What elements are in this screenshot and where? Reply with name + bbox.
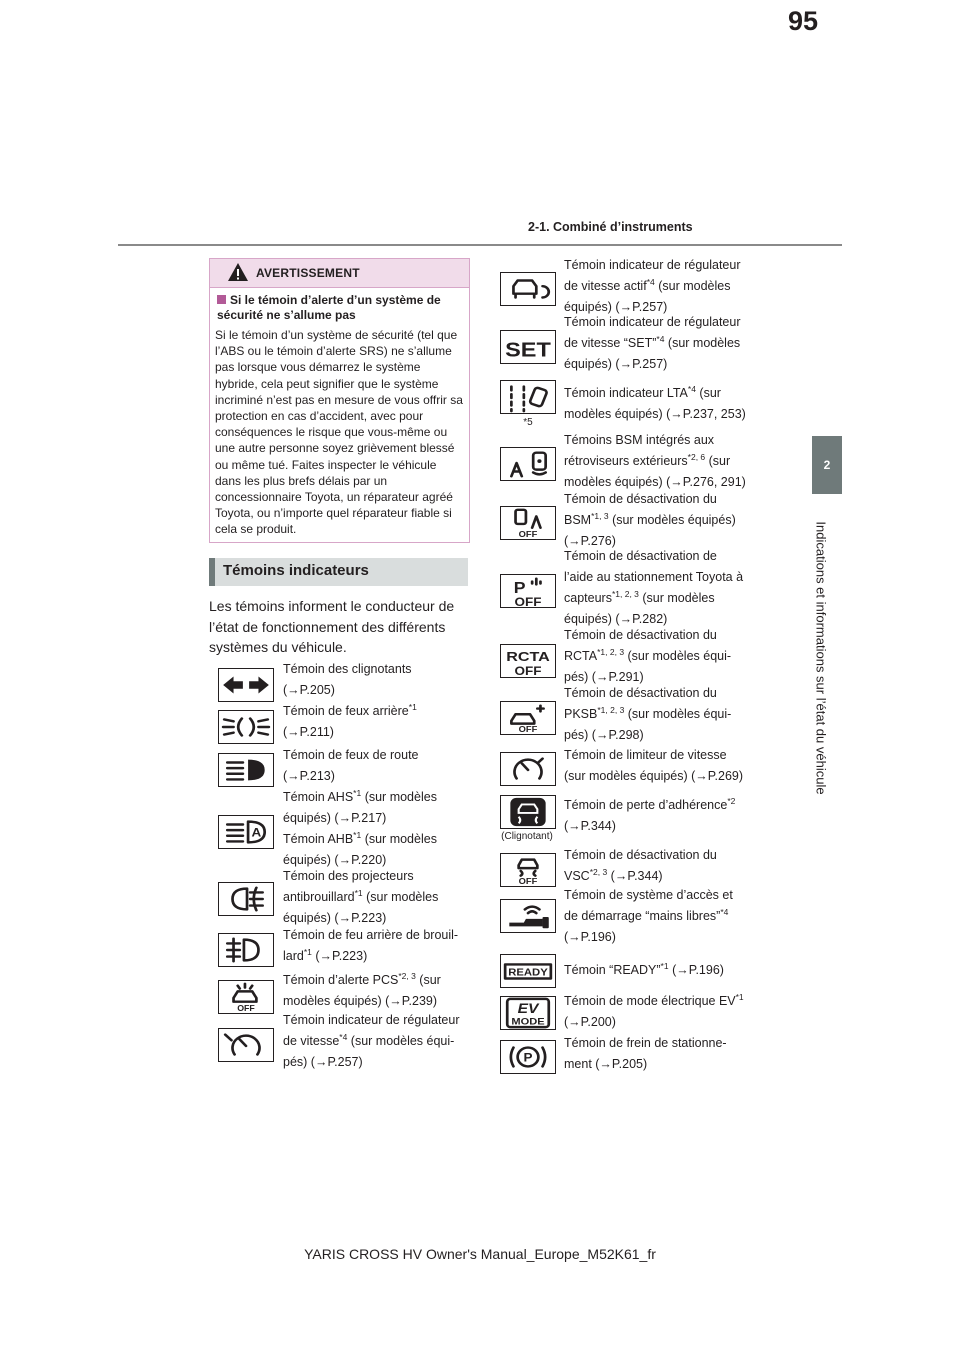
svg-text:RCTA: RCTA	[506, 648, 550, 664]
right-indicator-description: Témoin de perte d’adhérence$^{*2}$ (→P.344)	[564, 795, 736, 833]
high-beam-icon	[218, 753, 274, 787]
right-indicator-description: Témoin de désactivation du BSM$^{*1, 3}$ (sur modèles équipés) (→P.276)	[564, 492, 736, 548]
warning-body: Si le témoin d’un système de sécurité (tel que l’ABS ou le témoin d’alerte SRS) ne s’allume pas lorsque vous démarrez le système hybride, cela peut signifier que le système incriminé n’est pas en mesure de vous offrir sa protection en cas d’accident, avec pour conséquences le risque que vous-même ou une autre personne soyez grièvement blessé ou même tué. Faites inspecter le véhicule dans les plus brefs délais par un concessionnaire Toyota, un réparateur agréé Toyota, ou n’importe quel réparateur fiable si cela se produit.	[215, 328, 463, 537]
chapter-tab: 2	[812, 436, 842, 494]
smart-entry-icon	[500, 899, 556, 933]
front-fog-light-icon	[218, 882, 274, 916]
svg-text:OFF: OFF	[518, 724, 538, 734]
auto-high-beam-icon	[218, 815, 274, 849]
page-number: 95	[787, 6, 818, 36]
footer: YARIS CROSS HV Owner's Manual_Europe_M52K61_fr	[304, 1246, 656, 1262]
speed-limiter-icon	[500, 752, 556, 786]
section-intro: Les témoins informent le conducteur de l’état de fonctionnement des différents systèmes du véhicule.	[209, 598, 455, 655]
left-indicator-description: Témoin d’alerte PCS$^{*2, 3}$ (sur modèles équipés) (→P.239)	[283, 970, 441, 1008]
pksb-off-icon	[500, 701, 556, 735]
right-indicator-description: Témoin indicateur LTA$^{*4}$ (sur modèles équipés) (→P.237, 253)	[564, 383, 746, 421]
parking-brake-icon	[500, 1040, 556, 1074]
left-indicator-description: Témoin des projecteurs antibrouillard$^{*1}$ (sur modèles équipés) (→P.223)	[283, 869, 439, 925]
left-indicator-description: Témoin AHS$^{*1}$ (sur modèles équipés) (→P.217) Témoin AHB$^{*1}$ (sur modèles équipés) (→P.220)	[283, 787, 437, 867]
parking-sensor-off-icon	[500, 574, 556, 608]
warning-triangle-icon	[227, 262, 249, 282]
warning-header	[210, 259, 469, 288]
right-indicator-description: Témoin de désactivation du RCTA$^{*1, 2, 3}$ (sur modèles équi- pés) (→P.291)	[564, 628, 732, 684]
left-indicator-description: Témoin des clignotants (→P.205)	[283, 662, 412, 697]
vsc-off-icon	[500, 853, 556, 887]
bsm-off-icon	[500, 506, 556, 540]
set-icon	[500, 330, 556, 364]
left-indicator-description: Témoin de feux de route (→P.213)	[283, 748, 419, 783]
svg-text:OFF: OFF	[514, 594, 542, 607]
right-indicator-description: Témoin de système d’accès et de démarrage “mains libres”$^{*4}$ (→P.196)	[564, 888, 733, 944]
right-indicator-description: Témoin de désactivation du PKSB$^{*1, 2, 3}$ (sur modèles équi- pés) (→P.298)	[564, 686, 732, 742]
svg-text:OFF: OFF	[518, 529, 538, 539]
warning-subtitle: Si le témoin d’alerte d’un système de sécurité ne s’allume pas	[217, 293, 441, 322]
rear-fog-light-icon	[218, 933, 274, 967]
right-indicator-description: Témoin de désactivation de l’aide au stationnement Toyota à capteurs$^{*1, 2, 3}$ (sur modèles équipés) (→P.282)	[564, 549, 744, 626]
svg-text:OFF: OFF	[237, 1003, 255, 1013]
right-indicator-description: Témoin de frein de stationne- ment (→P.205)	[564, 1036, 727, 1071]
right-indicator-description: Témoin de mode électrique EV$^{*1}$ (→P.200)	[564, 991, 744, 1029]
svg-text:OFF: OFF	[514, 663, 542, 677]
svg-text:P: P	[523, 1050, 533, 1065]
svg-text:SET: SET	[505, 337, 552, 362]
bsm-mirror-indicator-icon	[500, 447, 556, 481]
turn-signal-arrows-icon	[218, 668, 274, 702]
section-title: 2-1. Combiné d’instruments	[528, 220, 693, 234]
tail-light-icon	[218, 710, 274, 744]
icon-caption: (Clignotant)	[501, 831, 553, 842]
right-indicator-description: Témoin “READY”$^{*1}$ (→P.196)	[564, 960, 724, 977]
svg-text:READY: READY	[508, 967, 549, 979]
rcta-off-icon	[500, 644, 556, 678]
left-indicator-description: Témoin indicateur de régulateur de vitesse$^{*4}$ (sur modèles équi- pés) (→P.257)	[283, 1013, 460, 1069]
right-indicator-description: Témoin de limiteur de vitesse (sur modèles équipés) (→P.269)	[564, 748, 744, 783]
chapter-side-title: Indications et informations sur l’état du véhicule	[813, 521, 829, 795]
ready-icon	[500, 954, 556, 988]
header-rule	[118, 244, 842, 246]
pcs-warning-off-icon	[218, 980, 274, 1014]
lane-tracing-assist-icon	[500, 380, 556, 414]
right-indicator-description: Témoin de désactivation du VSC$^{*2, 3}$ (→P.344)	[564, 848, 717, 883]
icon-caption: *5	[523, 417, 533, 428]
svg-text:OFF: OFF	[518, 876, 538, 886]
right-indicator-description: Témoin indicateur de régulateur de vitesse “SET”$^{*4}$ (sur modèles équipés) (→P.257)	[564, 315, 741, 371]
bullet-square-icon	[217, 295, 226, 304]
svg-text:P: P	[513, 578, 526, 597]
ev-mode-icon	[500, 996, 556, 1030]
left-indicator-description: Témoin de feu arrière de brouil- lard$^{*1}$ (→P.223)	[283, 928, 459, 963]
svg-text:A: A	[251, 825, 262, 840]
slip-indicator-icon	[500, 795, 556, 829]
right-indicator-description: Témoin indicateur de régulateur de vitesse actif$^{*4}$ (sur modèles équipés) (→P.257)	[564, 258, 741, 314]
svg-text:EV: EV	[517, 1001, 539, 1017]
section-heading: Témoins indicateurs	[209, 558, 468, 586]
left-indicator-description: Témoin de feux arrière$^{*1}$ (→P.211)	[283, 701, 417, 739]
warning-box	[209, 258, 470, 543]
warning-label: AVERTISSEMENT	[256, 266, 360, 280]
right-indicator-description: Témoins BSM intégrés aux rétroviseurs extérieurs$^{*2, 6}$ (sur modèles équipés) (→P.276, 291)	[564, 433, 746, 489]
cruise-control-icon	[218, 1028, 274, 1062]
active-cruise-control-icon	[500, 272, 556, 306]
svg-text:MODE: MODE	[511, 1016, 546, 1028]
